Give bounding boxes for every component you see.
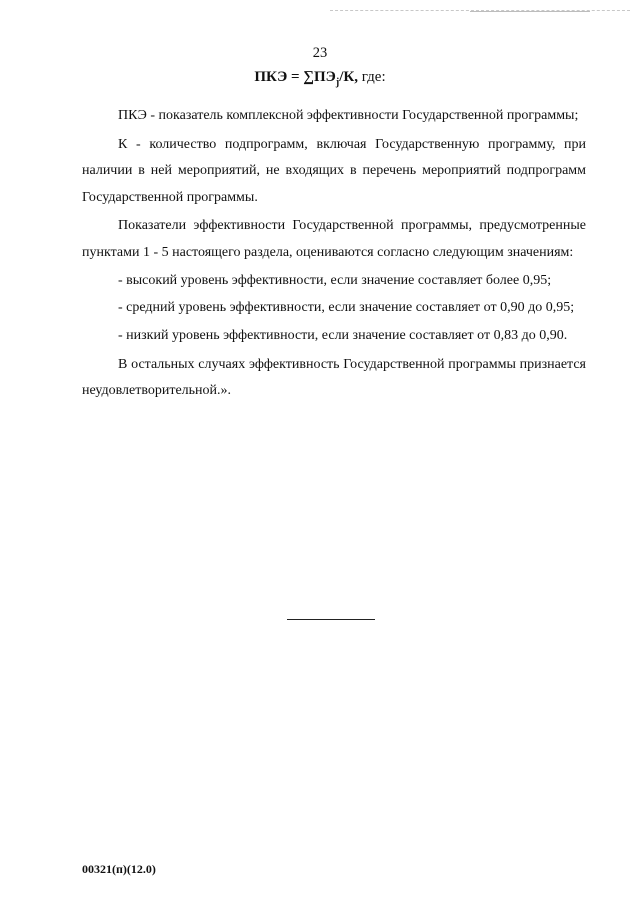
- paragraph-pke-definition: ПКЭ - показатель комплексной эффективности Государственной программы;: [118, 108, 579, 123]
- body-text: [82, 103, 586, 405]
- list-item-high: - высокий уровень эффективности, если значение составляет более 0,95;: [118, 273, 552, 288]
- list-item-medium: - средний уровень эффективности, если значение составляет от 0,90 до 0,95;: [118, 299, 575, 315]
- paragraph-conclusion: В остальных случаях эффективность Государственной программы признается неудовлетворительной.».: [82, 356, 586, 398]
- page-number: 23: [312, 45, 328, 61]
- document-code: 00321(п)(12.0): [82, 862, 156, 876]
- paragraph-indicators: Показатели эффективности Государственной программы, предусмотренные пунктами 1 - 5 настоящего раздела, оцениваются согласно следующим значениям:: [82, 218, 586, 260]
- end-divider: [287, 619, 375, 620]
- formula-main: ПКЭ = ∑ПЭ: [254, 69, 336, 85]
- scan-artifact-line: [470, 11, 590, 14]
- paragraph-k-definition: К - количество подпрограмм, включая Государственную программу, при наличии в ней мероприятий, не входящих в перечень мероприятий подпрограмм Государственной программы.: [82, 136, 586, 205]
- list-item-low: - низкий уровень эффективности, если значение составляет от 0,83 до 0,90.: [118, 328, 568, 343]
- formula-where: где:: [358, 69, 386, 85]
- formula: [0, 69, 640, 88]
- formula-tail: /К,: [339, 69, 358, 85]
- formula-subscript: j: [335, 77, 340, 88]
